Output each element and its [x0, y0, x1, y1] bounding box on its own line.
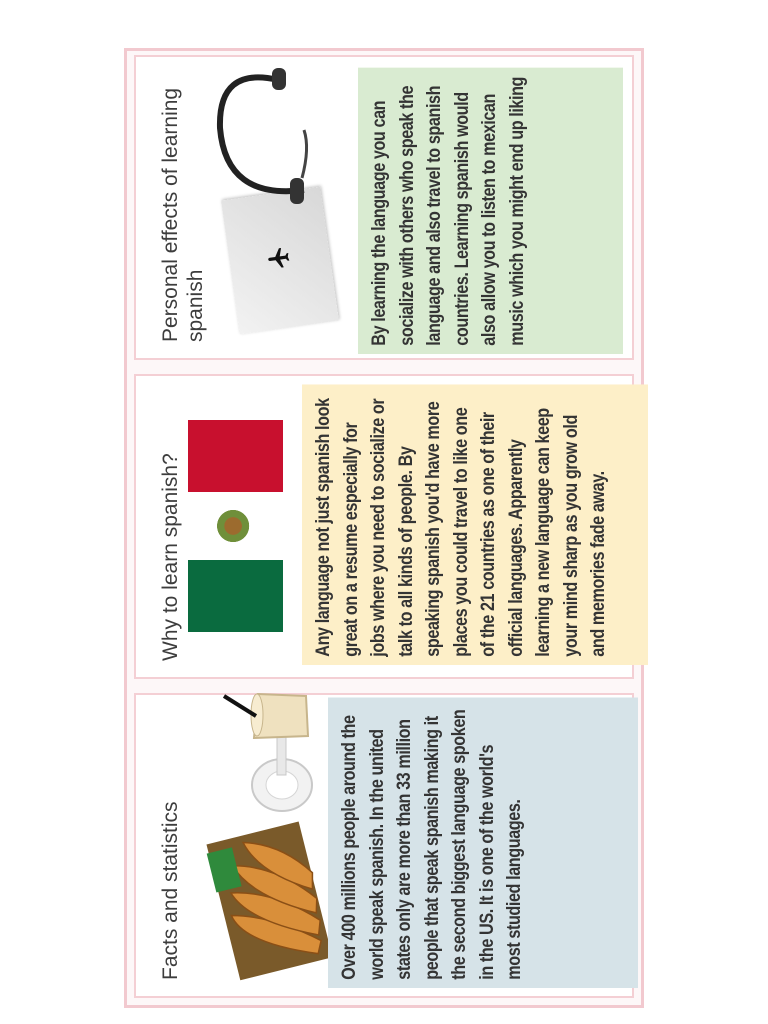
- spanish-drink-image: [194, 690, 319, 820]
- why-text-box: Any language not just spanish look great on a resume especially for jobs where you need to socialize or talk to all kinds of people. By speaking spanish you'd have more places you could travel to like one of the 21 countries as one of their official languages. Apparently learning a new language can keep your mind sharp as you grow old and memories fade away.: [302, 384, 648, 665]
- facts-text-box: Over 400 millions people around the world speak spanish. In the united states only are more than 33 million people that speak spanish making it the second biggest language spoken in the US. It is one of the world's most studied languages.: [328, 698, 638, 989]
- panel-personal-title: Personal effects of learning spanish: [159, 87, 207, 342]
- personal-text-box: By learning the language you can socialize with others who speak the language and also travel to spanish countries. Learning spanish would also allow you to listen to mexican music which you might end up liking: [358, 68, 623, 354]
- brochure: [124, 48, 644, 1008]
- churros-food-image: [197, 815, 340, 987]
- flag-white-stripe: [188, 492, 283, 560]
- airplane-icon: [264, 243, 293, 272]
- travel-ticket-image: [221, 187, 339, 335]
- flag-red-stripe: [188, 420, 283, 492]
- panel-why: [134, 374, 634, 679]
- flag-green-stripe: [188, 560, 283, 632]
- brochure-rotated-page: [124, 48, 644, 1008]
- panel-facts: [134, 693, 634, 998]
- panel-facts-title: Facts and statistics: [159, 801, 182, 980]
- flag-emblem: [216, 506, 254, 546]
- panel-why-title: Why to learn spanish?: [159, 453, 182, 661]
- headphones-image: [206, 58, 326, 208]
- mexican-flag-image: [188, 420, 283, 632]
- panel-personal: [134, 55, 634, 360]
